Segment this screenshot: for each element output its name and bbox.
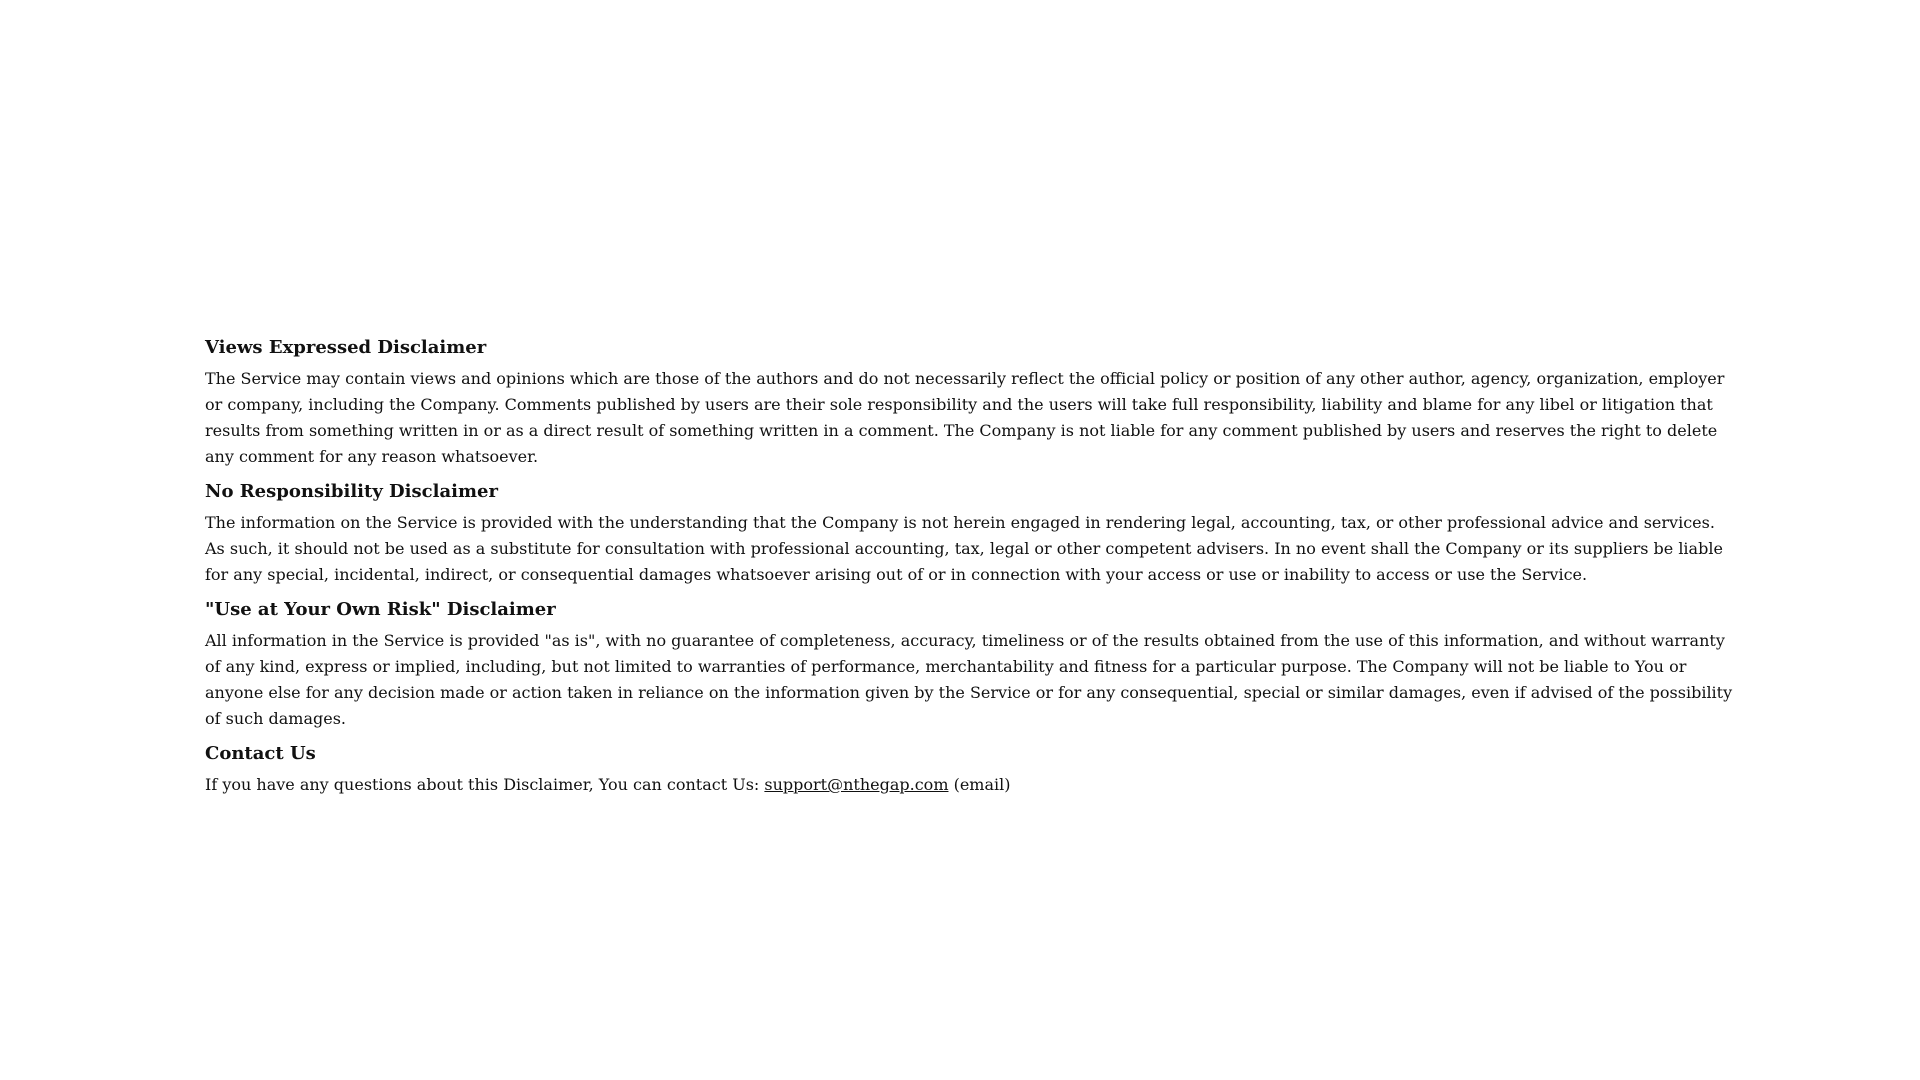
contact-text-before: If you have any questions about this Disclaimer, You can contact Us: <box>205 775 765 794</box>
views-expressed-heading: Views Expressed Disclaimer <box>205 337 487 358</box>
no-responsibility-section <box>205 480 1735 588</box>
support-email-link[interactable]: support@nthegap.com <box>764 775 949 794</box>
disclaimer-content <box>205 336 1735 808</box>
no-responsibility-heading: No Responsibility Disclaimer <box>205 481 498 502</box>
own-risk-section <box>205 598 1735 732</box>
own-risk-heading: "Use at Your Own Risk" Disclaimer <box>205 599 556 620</box>
views-expressed-section <box>205 336 1735 470</box>
no-responsibility-text: The information on the Service is provided with the understanding that the Company is not herein engaged in rendering legal, accounting, tax, or other professional advice and services. As such, it should not be used as a substitute for consultation with professional accounting, tax, legal or other competent advisers. In no event shall the Company or its suppliers be liable for any special, incidental, indirect, or consequential damages whatsoever arising out of or in connection with your access or use or inability to access or use the Service. <box>205 513 1723 584</box>
own-risk-text: All information in the Service is provided "as is", with no guarantee of completeness, accuracy, timeliness or of the results obtained from the use of this information, and without warranty of any kind, express or implied, including, but not limited to warranties of performance, merchantability and fitness for a particular purpose. The Company will not be liable to You or anyone else for any decision made or action taken in reliance on the information given by the Service or for any consequential, special or similar damages, even if advised of the possibility of such damages. <box>205 631 1733 728</box>
views-expressed-text: The Service may contain views and opinions which are those of the authors and do not necessarily reflect the official policy or position of any other author, agency, organization, employer or company, including the Company. Comments published by users are their sole responsibility and the users will take full responsibility, liability and blame for any libel or litigation that results from something written in or as a direct result of something written in a comment. The Company is not liable for any comment published by users and reserves the right to delete any comment for any reason whatsoever. <box>205 369 1725 466</box>
contact-section <box>205 742 1735 798</box>
contact-text <box>205 772 1735 798</box>
contact-heading: Contact Us <box>205 743 316 764</box>
contact-text-after: (email) <box>948 775 1011 794</box>
